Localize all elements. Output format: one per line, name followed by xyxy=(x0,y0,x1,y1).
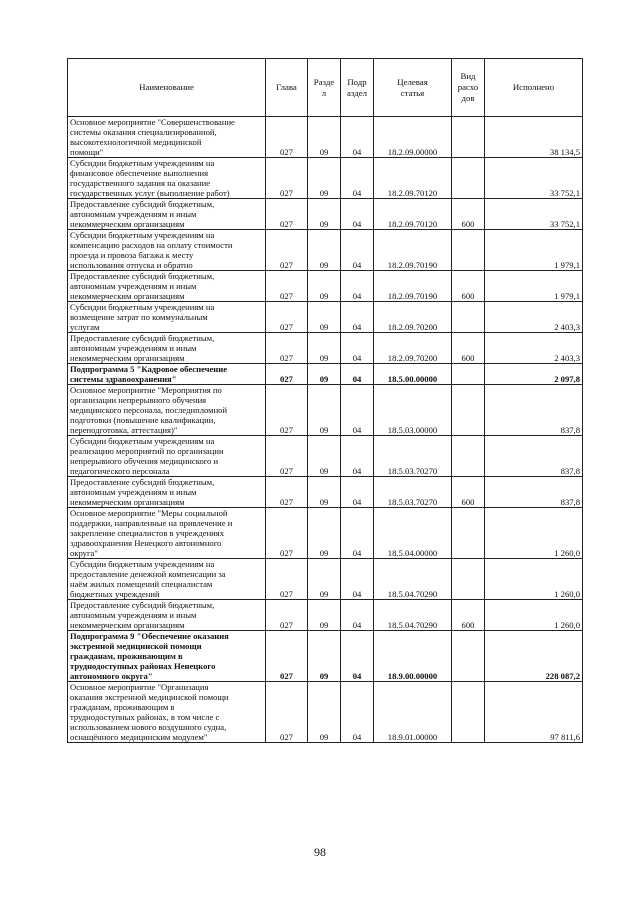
cell-glava: 027 xyxy=(266,230,308,271)
cell-podrazdel: 04 xyxy=(341,364,374,385)
cell-amount: 837,8 xyxy=(485,477,583,508)
cell-amount: 2 403,3 xyxy=(485,333,583,364)
cell-glava: 027 xyxy=(266,333,308,364)
table-row xyxy=(68,230,583,271)
cell-name-line: некоммерческим организациям xyxy=(70,291,185,301)
cell-razdel: 09 xyxy=(308,333,341,364)
cell-cs: 18.2.09.70200 xyxy=(374,302,452,333)
cell-name-line: организации непрерывного обучения xyxy=(70,395,207,405)
cell-cs: 18.2.09.70190 xyxy=(374,271,452,302)
cell-name-line: реализацию мероприятий по организации xyxy=(70,446,224,456)
cell-glava: 027 xyxy=(266,271,308,302)
cell-name-line: Основное мероприятие "Меры социальной xyxy=(70,508,228,518)
table-row xyxy=(68,271,583,302)
cell-name-line: системы здравоохранения" xyxy=(70,374,177,384)
cell-vr: 600 xyxy=(452,199,485,230)
table-row xyxy=(68,158,583,199)
header-vid-rashodov xyxy=(452,59,485,117)
cell-glava: 027 xyxy=(266,436,308,477)
cell-name xyxy=(68,302,266,333)
cell-glava: 027 xyxy=(266,559,308,600)
cell-name-line: использования отпуска и обратно xyxy=(70,260,193,270)
cell-vr xyxy=(452,158,485,199)
cell-cs: 18.5.04.70290 xyxy=(374,600,452,631)
cell-name-line: Основное мероприятие "Организация xyxy=(70,682,209,692)
cell-name-line: Предоставление субсидий бюджетным, xyxy=(70,271,215,281)
cell-name-line: автономным учреждениям и иным xyxy=(70,281,197,291)
cell-name xyxy=(68,436,266,477)
cell-name-line: Основное мероприятие "Мероприятия по xyxy=(70,385,222,395)
cell-name-line: непрерывного обучения медицинского и xyxy=(70,456,219,466)
cell-name-line: предоставление денежной компенсации за xyxy=(70,569,226,579)
cell-name-line: наём жилых помещений специалистам xyxy=(70,579,213,589)
cell-podrazdel: 04 xyxy=(341,271,374,302)
cell-amount: 1 979,1 xyxy=(485,271,583,302)
cell-name-line: высокотехнологичной медицинской xyxy=(70,137,202,147)
cell-cs: 18.5.03.70270 xyxy=(374,477,452,508)
cell-name-line: экстренной медицинской помощи xyxy=(70,641,202,651)
cell-amount: 33 752,1 xyxy=(485,199,583,230)
header-ispolneno xyxy=(485,59,583,117)
table-row xyxy=(68,559,583,600)
cell-name-line: автономным учреждениям и иным xyxy=(70,209,197,219)
table-row xyxy=(68,333,583,364)
cell-cs: 18.5.04.70290 xyxy=(374,559,452,600)
cell-name-line: оснащённого медицинским модулем" xyxy=(70,732,208,742)
cell-vr xyxy=(452,230,485,271)
cell-podrazdel: 04 xyxy=(341,477,374,508)
cell-name-line: системы оказания специализированной, xyxy=(70,127,217,137)
cell-amount: 97 811,6 xyxy=(485,682,583,743)
table-row xyxy=(68,477,583,508)
budget-table xyxy=(67,58,583,743)
cell-vr: 600 xyxy=(452,600,485,631)
cell-vr xyxy=(452,117,485,158)
cell-razdel: 09 xyxy=(308,158,341,199)
table-row xyxy=(68,385,583,436)
header-name xyxy=(68,59,266,117)
cell-razdel: 09 xyxy=(308,477,341,508)
cell-vr xyxy=(452,508,485,559)
cell-podrazdel: 04 xyxy=(341,508,374,559)
cell-glava: 027 xyxy=(266,302,308,333)
cell-name xyxy=(68,385,266,436)
cell-vr xyxy=(452,631,485,682)
cell-glava: 027 xyxy=(266,477,308,508)
table-body xyxy=(68,117,583,743)
cell-name-line: компенсацию расходов на оплату стоимости xyxy=(70,240,233,250)
cell-glava: 027 xyxy=(266,508,308,559)
cell-cs: 18.5.04.00000 xyxy=(374,508,452,559)
cell-name-line: Предоставление субсидий бюджетным, xyxy=(70,600,215,610)
table-header-row xyxy=(68,59,583,117)
header-text-line: расхо xyxy=(457,82,479,92)
header-text-line: Вид xyxy=(460,71,476,81)
cell-glava: 027 xyxy=(266,600,308,631)
cell-razdel: 09 xyxy=(308,508,341,559)
cell-podrazdel: 04 xyxy=(341,230,374,271)
cell-amount: 2 403,3 xyxy=(485,302,583,333)
cell-name-line: некоммерческим организациям xyxy=(70,497,185,507)
cell-cs: 18.2.09.70190 xyxy=(374,230,452,271)
header-text-line: Подр xyxy=(347,76,367,87)
header-text-line: Наименование xyxy=(139,82,194,92)
cell-cs: 18.2.09.00000 xyxy=(374,117,452,158)
header-text-line: Исполнено xyxy=(512,82,555,92)
cell-name-line: округа" xyxy=(70,548,98,558)
cell-name-line: автономного округа" xyxy=(70,671,153,681)
cell-name xyxy=(68,477,266,508)
cell-cs: 18.2.09.70120 xyxy=(374,158,452,199)
cell-name-line: возмещение затрат по коммунальным xyxy=(70,312,208,322)
cell-name xyxy=(68,559,266,600)
cell-name xyxy=(68,631,266,682)
cell-podrazdel: 04 xyxy=(341,559,374,600)
cell-name-line: переподготовка, аттестация)" xyxy=(70,425,178,435)
cell-podrazdel: 04 xyxy=(341,117,374,158)
cell-name-line: Субсидии бюджетным учреждениям на xyxy=(70,436,215,446)
header-text-line: аздел xyxy=(347,87,367,98)
cell-name-line: оказания экстренной медицинской помощи xyxy=(70,692,229,702)
cell-name-line: государственных услуг (выполнение работ) xyxy=(70,188,230,198)
cell-name-line: некоммерческим организациям xyxy=(70,219,185,229)
cell-name xyxy=(68,364,266,385)
cell-name xyxy=(68,158,266,199)
cell-podrazdel: 04 xyxy=(341,333,374,364)
cell-vr xyxy=(452,364,485,385)
cell-name-line: автономным учреждениям и иным xyxy=(70,343,197,353)
cell-name-line: Субсидии бюджетным учреждениям на xyxy=(70,302,215,312)
cell-name-line: услугам xyxy=(70,322,100,332)
header-glava xyxy=(266,59,308,117)
cell-glava: 027 xyxy=(266,364,308,385)
table-row xyxy=(68,508,583,559)
cell-razdel: 09 xyxy=(308,302,341,333)
cell-glava: 027 xyxy=(266,158,308,199)
cell-cs: 18.9.01.00000 xyxy=(374,682,452,743)
cell-podrazdel: 04 xyxy=(341,199,374,230)
cell-amount: 837,8 xyxy=(485,436,583,477)
cell-podrazdel: 04 xyxy=(341,158,374,199)
table-row xyxy=(68,302,583,333)
cell-razdel: 09 xyxy=(308,385,341,436)
cell-glava: 027 xyxy=(266,117,308,158)
cell-name-line: Предоставление субсидий бюджетным, xyxy=(70,477,215,487)
cell-amount: 1 260,0 xyxy=(485,600,583,631)
cell-name-line: автономным учреждениям и иным xyxy=(70,487,197,497)
cell-name-line: Субсидии бюджетным учреждениям на xyxy=(70,230,215,240)
cell-name-line: педагогического персонала xyxy=(70,466,170,476)
cell-glava: 027 xyxy=(266,682,308,743)
cell-name-line: проезда и провоза багажа к месту xyxy=(70,250,194,260)
table-row xyxy=(68,436,583,477)
cell-amount: 1 260,0 xyxy=(485,508,583,559)
cell-name-line: гражданам, проживающим в xyxy=(70,651,183,661)
cell-name-line: финансовое обеспечение выполнения xyxy=(70,168,209,178)
cell-name-line: медицинского персонала, последипломной xyxy=(70,405,228,415)
cell-name-line: Предоставление субсидий бюджетным, xyxy=(70,333,215,343)
cell-cs: 18.2.09.70120 xyxy=(374,199,452,230)
cell-cs: 18.5.03.70270 xyxy=(374,436,452,477)
cell-name-line: труднодоступных районах, в том числе с xyxy=(70,712,220,722)
cell-name-line: Предоставление субсидий бюджетным, xyxy=(70,199,215,209)
cell-name xyxy=(68,333,266,364)
cell-amount: 1 979,1 xyxy=(485,230,583,271)
cell-podrazdel: 04 xyxy=(341,436,374,477)
cell-name xyxy=(68,199,266,230)
table-row xyxy=(68,364,583,385)
cell-name-line: помощи" xyxy=(70,147,104,157)
header-celevaya-statya xyxy=(374,59,452,117)
cell-podrazdel: 04 xyxy=(341,600,374,631)
table-row xyxy=(68,600,583,631)
cell-razdel: 09 xyxy=(308,117,341,158)
cell-vr xyxy=(452,436,485,477)
cell-name-line: использованием нового воздушного судна, xyxy=(70,722,227,732)
cell-amount: 837,8 xyxy=(485,385,583,436)
cell-name xyxy=(68,117,266,158)
page-number: 98 xyxy=(314,845,326,859)
header-text-line: дов xyxy=(461,93,475,103)
cell-cs: 18.5.00.00000 xyxy=(374,364,452,385)
cell-name-line: некоммерческим организациям xyxy=(70,620,185,630)
cell-name-line: подготовки (повышение квалификации, xyxy=(70,415,216,425)
cell-amount: 33 752,1 xyxy=(485,158,583,199)
cell-name-line: здравоохранения Ненецкого автономного xyxy=(70,538,222,548)
cell-name-line: Субсидии бюджетным учреждениям на xyxy=(70,559,215,569)
cell-razdel: 09 xyxy=(308,682,341,743)
cell-name xyxy=(68,271,266,302)
cell-name-line: труднодоступных районах Ненецкого xyxy=(70,661,216,671)
header-text-line: Целевая xyxy=(397,76,428,87)
cell-name-line: Основное мероприятие "Совершенствование xyxy=(70,117,235,127)
table-row xyxy=(68,199,583,230)
cell-razdel: 09 xyxy=(308,230,341,271)
cell-name-line: Подпрограмма 5 "Кадровое обеспечение xyxy=(70,364,228,374)
cell-cs: 18.2.09.70200 xyxy=(374,333,452,364)
cell-razdel: 09 xyxy=(308,631,341,682)
header-text-line: Разде xyxy=(313,76,335,87)
cell-vr xyxy=(452,302,485,333)
cell-glava: 027 xyxy=(266,385,308,436)
cell-name-line: бюджетных учреждений xyxy=(70,589,160,599)
header-text-line: статья xyxy=(400,87,425,98)
cell-vr: 600 xyxy=(452,333,485,364)
cell-vr: 600 xyxy=(452,477,485,508)
cell-podrazdel: 04 xyxy=(341,385,374,436)
table-row xyxy=(68,631,583,682)
cell-podrazdel: 04 xyxy=(341,631,374,682)
cell-name-line: Подпрограмма 9 "Обеспечение оказания xyxy=(70,631,229,641)
cell-name-line: Субсидии бюджетным учреждениям на xyxy=(70,158,215,168)
cell-vr: 600 xyxy=(452,271,485,302)
cell-cs: 18.9.00.00000 xyxy=(374,631,452,682)
cell-name-line: гражданам, проживающим в xyxy=(70,702,175,712)
cell-vr xyxy=(452,559,485,600)
table-row xyxy=(68,117,583,158)
table-row xyxy=(68,682,583,743)
header-razdel xyxy=(308,59,341,117)
cell-razdel: 09 xyxy=(308,199,341,230)
cell-name xyxy=(68,230,266,271)
cell-name xyxy=(68,682,266,743)
cell-amount: 2 097,8 xyxy=(485,364,583,385)
cell-podrazdel: 04 xyxy=(341,682,374,743)
header-text-line: л xyxy=(321,87,327,98)
cell-cs: 18.5.03.00000 xyxy=(374,385,452,436)
cell-amount: 1 260,0 xyxy=(485,559,583,600)
cell-razdel: 09 xyxy=(308,436,341,477)
cell-amount: 228 087,2 xyxy=(485,631,583,682)
cell-amount: 38 134,5 xyxy=(485,117,583,158)
cell-name-line: автономным учреждениям и иным xyxy=(70,610,197,620)
cell-name xyxy=(68,600,266,631)
cell-razdel: 09 xyxy=(308,559,341,600)
cell-name-line: государственного задания на оказание xyxy=(70,178,211,188)
cell-glava: 027 xyxy=(266,199,308,230)
header-text-line: Глава xyxy=(276,82,297,92)
cell-vr xyxy=(452,682,485,743)
cell-name-line: закрепление специалистов в учреждениях xyxy=(70,528,225,538)
cell-podrazdel: 04 xyxy=(341,302,374,333)
cell-razdel: 09 xyxy=(308,600,341,631)
cell-name-line: поддержки, направленные на привлечение и xyxy=(70,518,233,528)
cell-name xyxy=(68,508,266,559)
header-podrazdel xyxy=(341,59,374,117)
cell-razdel: 09 xyxy=(308,364,341,385)
cell-razdel: 09 xyxy=(308,271,341,302)
cell-glava: 027 xyxy=(266,631,308,682)
cell-name-line: некоммерческим организациям xyxy=(70,353,185,363)
cell-vr xyxy=(452,385,485,436)
